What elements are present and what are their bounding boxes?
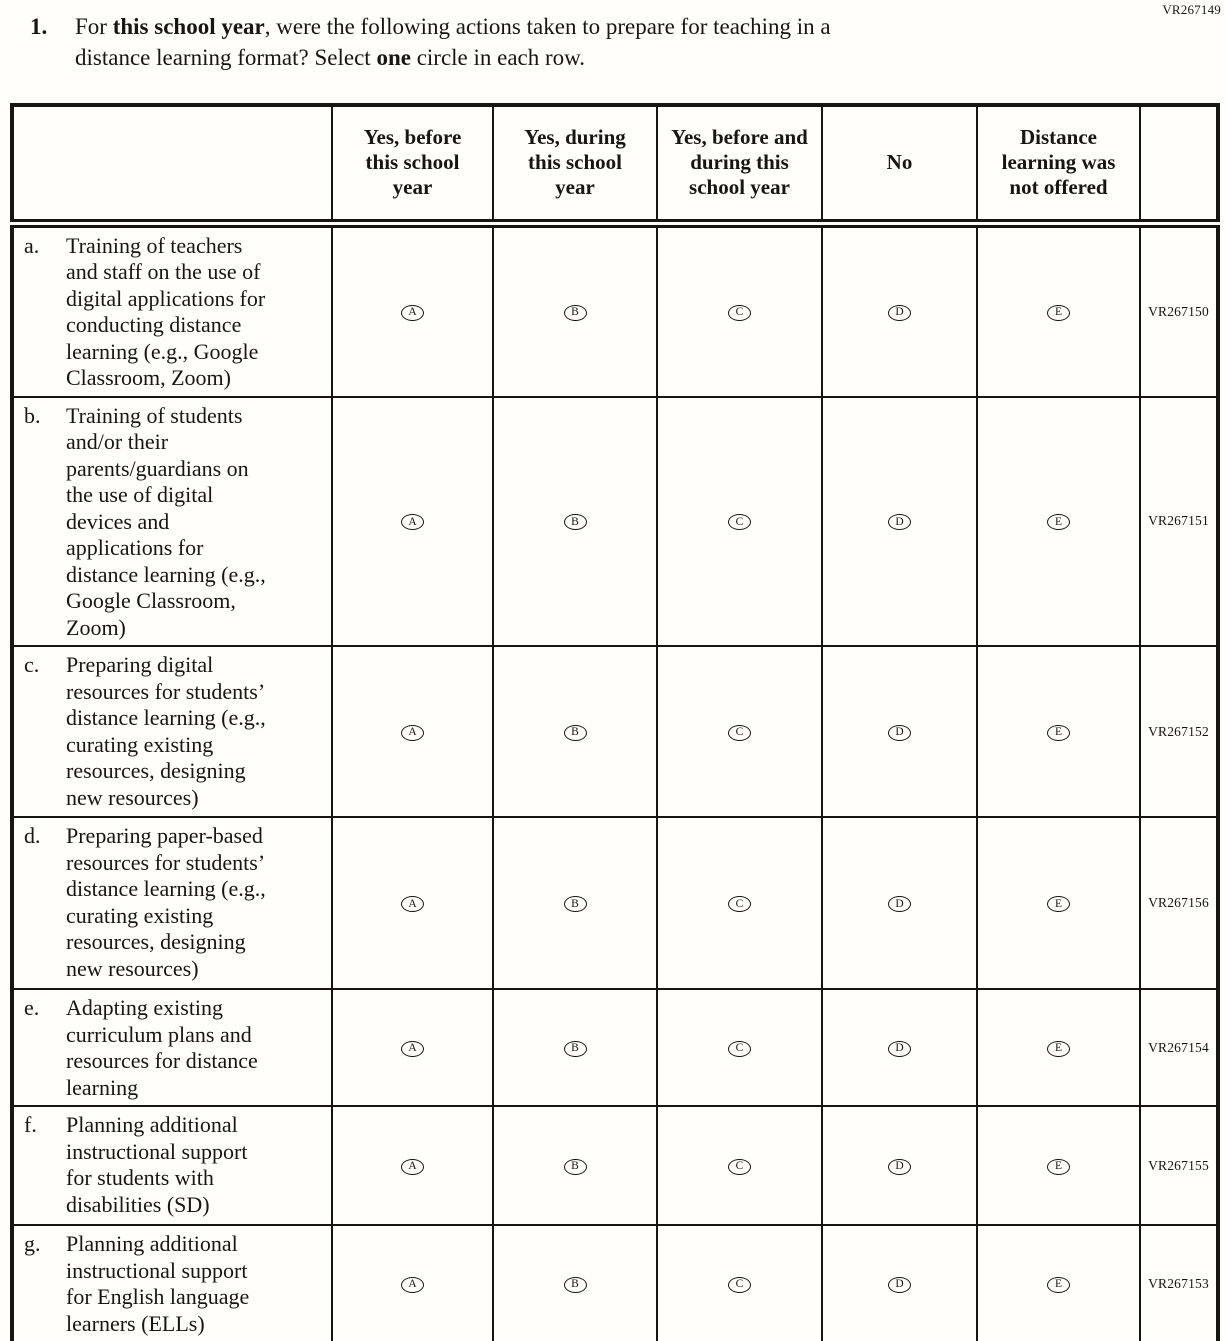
question-segment: distance learning format? Select xyxy=(75,45,377,70)
answer-circle-a[interactable]: A xyxy=(401,1159,424,1175)
option-cell xyxy=(332,223,493,397)
row-label: Planning additional instructional support for students with disabilities (SD) xyxy=(66,1112,248,1217)
option-cell xyxy=(493,646,657,817)
answer-circle-c[interactable]: C xyxy=(728,305,751,321)
answer-circle-a[interactable]: A xyxy=(401,305,424,321)
answer-circle-e[interactable]: E xyxy=(1047,725,1070,741)
row-label: Adapting existing curriculum plans and resources for distance learning xyxy=(66,995,258,1100)
row-label-cell xyxy=(12,223,332,397)
option-cell xyxy=(977,1106,1140,1225)
answer-circle-a[interactable]: A xyxy=(401,1277,424,1293)
variable-code: VR267156 xyxy=(1140,817,1218,989)
question-segment: , were the following actions taken to prepare for teaching in a xyxy=(264,14,831,39)
option-cell xyxy=(657,646,822,817)
option-cell xyxy=(493,1225,657,1341)
row-letter: c. xyxy=(24,652,40,677)
header-row xyxy=(12,105,1218,223)
option-cell xyxy=(657,1225,822,1341)
option-cell xyxy=(332,989,493,1106)
option-cell xyxy=(657,223,822,397)
option-cell xyxy=(822,1225,977,1341)
answer-circle-b[interactable]: B xyxy=(564,1159,587,1175)
column-header-blank xyxy=(12,105,332,223)
column-header-yes-before: Yes, before this school year xyxy=(332,105,493,223)
answer-circle-a[interactable]: A xyxy=(401,896,424,912)
answer-circle-b[interactable]: B xyxy=(564,1277,587,1293)
row-label-cell xyxy=(12,817,332,989)
answer-circle-b[interactable]: B xyxy=(564,305,587,321)
row-letter: f. xyxy=(24,1112,37,1137)
row-label-cell xyxy=(12,397,332,647)
option-cell xyxy=(657,397,822,647)
question-segment-bold: one xyxy=(376,45,411,70)
row-letter: a. xyxy=(24,232,40,258)
row-label: Preparing paper-based resources for students’ distance learning (e.g., curating existing resources, designing new resources) xyxy=(66,823,266,981)
variable-code: VR267152 xyxy=(1140,646,1218,817)
answer-circle-d[interactable]: D xyxy=(888,1041,911,1057)
option-cell xyxy=(977,817,1140,989)
question-segment-bold: this school year xyxy=(112,14,265,39)
column-header-yes-during: Yes, during this school year xyxy=(493,105,657,223)
row-letter: g. xyxy=(24,1231,41,1256)
option-cell xyxy=(977,223,1140,397)
option-cell xyxy=(493,223,657,397)
option-cell xyxy=(822,397,977,647)
row-letter: e. xyxy=(24,995,40,1020)
answer-circle-b[interactable]: B xyxy=(564,725,587,741)
option-cell xyxy=(332,817,493,989)
variable-code: VR267153 xyxy=(1140,1225,1218,1341)
table-row xyxy=(12,989,1218,1106)
option-cell xyxy=(977,1225,1140,1341)
row-label: Training of teachers and staff on the use of digital applications for conducting distance learning (e.g., Google Classroom, Zoom) xyxy=(66,232,266,390)
option-cell xyxy=(493,1106,657,1225)
variable-code: VR267151 xyxy=(1140,397,1218,647)
answer-circle-c[interactable]: C xyxy=(728,514,751,530)
question-table xyxy=(10,103,1220,1341)
row-label: Planning additional instructional support for English language learners (ELLs) xyxy=(66,1231,250,1336)
table-row xyxy=(12,646,1218,817)
row-label-cell xyxy=(12,1225,332,1341)
answer-circle-a[interactable]: A xyxy=(401,725,424,741)
option-cell xyxy=(822,223,977,397)
variable-code: VR267150 xyxy=(1140,223,1218,397)
option-cell xyxy=(493,989,657,1106)
option-cell xyxy=(657,989,822,1106)
option-cell xyxy=(977,397,1140,647)
question-number: 1. xyxy=(30,14,48,39)
question-text xyxy=(75,11,831,73)
variable-code: VR267154 xyxy=(1140,989,1218,1106)
answer-circle-c[interactable]: C xyxy=(728,1159,751,1175)
option-cell xyxy=(822,1106,977,1225)
option-cell xyxy=(657,1106,822,1225)
question-segment: For xyxy=(75,14,113,39)
table-row xyxy=(12,223,1218,397)
answer-circle-e[interactable]: E xyxy=(1047,1159,1070,1175)
form-code: VR267149 xyxy=(1162,2,1221,17)
answer-circle-c[interactable]: C xyxy=(728,1277,751,1293)
table-row xyxy=(12,397,1218,647)
answer-circle-d[interactable]: D xyxy=(888,1277,911,1293)
option-cell xyxy=(493,817,657,989)
answer-circle-e[interactable]: E xyxy=(1047,305,1070,321)
column-header-no: No xyxy=(822,105,977,223)
column-header-yes-before-and-during: Yes, before and during this school year xyxy=(657,105,822,223)
answer-circle-e[interactable]: E xyxy=(1047,514,1070,530)
answer-circle-b[interactable]: B xyxy=(564,896,587,912)
variable-code: VR267155 xyxy=(1140,1106,1218,1225)
option-cell xyxy=(332,1106,493,1225)
column-header-not-offered: Distance learning was not offered xyxy=(977,105,1140,223)
answer-circle-d[interactable]: D xyxy=(888,514,911,530)
option-cell xyxy=(493,397,657,647)
row-label-cell xyxy=(12,989,332,1106)
answer-circle-e[interactable]: E xyxy=(1047,1041,1070,1057)
option-cell xyxy=(332,397,493,647)
option-cell xyxy=(332,1225,493,1341)
answer-circle-d[interactable]: D xyxy=(888,305,911,321)
answer-circle-a[interactable]: A xyxy=(401,1041,424,1057)
option-cell xyxy=(657,817,822,989)
answer-circle-c[interactable]: C xyxy=(728,896,751,912)
option-cell xyxy=(822,817,977,989)
option-cell xyxy=(822,646,977,817)
column-header-code xyxy=(1140,105,1218,223)
answer-circle-a[interactable]: A xyxy=(401,514,424,530)
table-row xyxy=(12,1225,1218,1341)
answer-circle-e[interactable]: E xyxy=(1047,1277,1070,1293)
option-cell xyxy=(977,646,1140,817)
row-label: Preparing digital resources for students’ distance learning (e.g., curating existing resources, designing new resources) xyxy=(66,652,266,810)
answer-circle-d[interactable]: D xyxy=(888,1159,911,1175)
answer-circle-c[interactable]: C xyxy=(728,725,751,741)
answer-circle-d[interactable]: D xyxy=(888,896,911,912)
question-block xyxy=(30,11,831,73)
row-letter: b. xyxy=(24,402,41,428)
row-label-cell xyxy=(12,1106,332,1225)
table-row xyxy=(12,817,1218,989)
question-segment: circle in each row. xyxy=(410,45,586,70)
table-row xyxy=(12,1106,1218,1225)
row-letter: d. xyxy=(24,823,41,848)
answer-circle-d[interactable]: D xyxy=(888,725,911,741)
option-cell xyxy=(822,989,977,1106)
answer-circle-c[interactable]: C xyxy=(728,1041,751,1057)
answer-circle-b[interactable]: B xyxy=(564,514,587,530)
answer-circle-b[interactable]: B xyxy=(564,1041,587,1057)
row-label: Training of students and/or their parents/guardians on the use of digital devices and applications for distance learning (e.g., Google Classroom, Zoom) xyxy=(66,402,266,640)
option-cell xyxy=(332,646,493,817)
answer-circle-e[interactable]: E xyxy=(1047,896,1070,912)
option-cell xyxy=(977,989,1140,1106)
row-label-cell xyxy=(12,646,332,817)
